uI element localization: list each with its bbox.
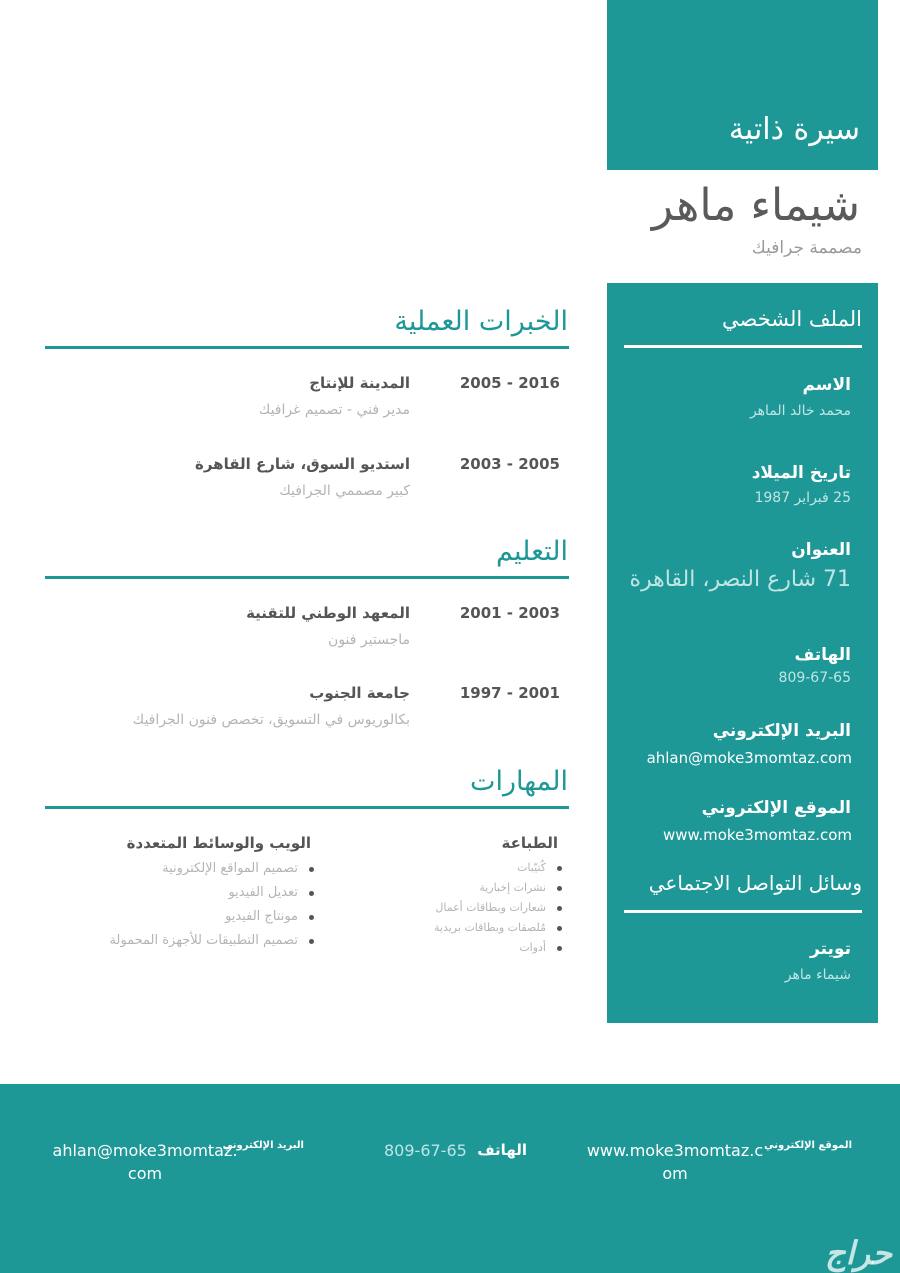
- list-item: مونتاج الفيديو: [109, 905, 314, 929]
- email-value[interactable]: ahlan@moke3momtaz.com: [646, 749, 852, 767]
- education-item-dates: 2001 - 2003: [459, 604, 560, 622]
- experience-item-dates: 2003 - 2005: [459, 455, 560, 473]
- list-item: نشرات إخبارية: [434, 878, 562, 898]
- list-item: تصميم المواقع الإلكترونية: [109, 857, 314, 881]
- phone-value: 809-67-65: [778, 670, 851, 686]
- experience-item-subtitle: مدير فني - تصميم غرافيك: [258, 402, 410, 418]
- experience-divider: [45, 346, 569, 349]
- website-value[interactable]: www.moke3momtaz.com: [662, 826, 852, 844]
- job-title: مصممة جرافيك: [751, 238, 862, 258]
- list-item: تعديل الفيديو: [109, 881, 314, 905]
- full-name: شيماء ماهر: [651, 180, 860, 231]
- footer-email-value[interactable]: ahlan@moke3momtaz.com: [52, 1141, 238, 1183]
- social-divider: [624, 910, 862, 913]
- sidebar: [607, 283, 878, 1023]
- experience-item-title: استديو السوق، شارع القاهرة: [195, 455, 410, 473]
- skills-web-list: [109, 857, 314, 953]
- education-item-title: جامعة الجنوب: [309, 684, 410, 702]
- footer-website-label: الموقع الإلكتروني: [764, 1140, 852, 1151]
- footer-phone-label: الهاتف: [477, 1141, 527, 1159]
- address-label: العنوان: [791, 540, 851, 560]
- watermark-logo: حراج: [825, 1234, 892, 1272]
- education-item-title: المعهد الوطني للتقنية: [246, 604, 410, 622]
- footer-email-label: البريد الإلكتروني: [222, 1140, 304, 1151]
- website-label: الموقع الإلكتروني: [701, 798, 851, 818]
- education-item-subtitle: بكالوريوس في التسويق، تخصص فنون الجرافيك: [132, 712, 410, 728]
- experience-item-title: المدينة للإنتاج: [309, 374, 410, 392]
- education-item-subtitle: ماجستير فنون: [328, 632, 410, 648]
- footer-website-value[interactable]: www.moke3momtaz.com: [586, 1141, 764, 1183]
- address-value: 71 شارع النصر، القاهرة: [629, 567, 851, 592]
- skills-heading: المهارات: [470, 766, 568, 797]
- birth-value: 25 فبراير 1987: [754, 490, 851, 506]
- footer-phone-value: 809-67-65: [384, 1141, 467, 1160]
- education-heading: التعليم: [496, 536, 568, 567]
- phone-label: الهاتف: [794, 645, 851, 665]
- footer: [0, 1084, 900, 1273]
- cv-title: سيرة ذاتية: [728, 112, 860, 147]
- skills-web-heading: الويب والوسائط المتعددة: [126, 834, 311, 852]
- skills-divider: [45, 806, 569, 809]
- profile-divider: [624, 345, 862, 348]
- social-heading: وسائل التواصل الاجتماعي: [648, 871, 862, 895]
- profile-heading: الملف الشخصي: [722, 307, 862, 331]
- email-label: البريد الإلكتروني: [712, 721, 851, 741]
- birth-label: تاريخ الميلاد: [751, 463, 851, 483]
- skills-print-list: [434, 858, 562, 958]
- skills-print-heading: الطباعة: [501, 834, 558, 852]
- experience-item-dates: 2005 - 2016: [459, 374, 560, 392]
- list-item: تصميم التطبيقات للأجهزة المحمولة: [109, 929, 314, 953]
- twitter-value[interactable]: شيماء ماهر: [784, 967, 851, 983]
- twitter-label: تويتر: [810, 939, 851, 959]
- education-divider: [45, 576, 569, 579]
- education-item-dates: 1997 - 2001: [459, 684, 560, 702]
- list-item: مُلصقات وبطاقات بريدية: [434, 918, 562, 938]
- list-item: كُتيّبات: [434, 858, 562, 878]
- experience-item-subtitle: كبير مصممي الجرافيك: [279, 483, 410, 499]
- name-label: الاسم: [802, 375, 851, 395]
- name-value: محمد خالد الماهر: [749, 403, 851, 419]
- list-item: أدوات: [434, 938, 562, 958]
- experience-heading: الخبرات العملية: [394, 306, 568, 337]
- list-item: شعارات وبطاقات أعمال: [434, 898, 562, 918]
